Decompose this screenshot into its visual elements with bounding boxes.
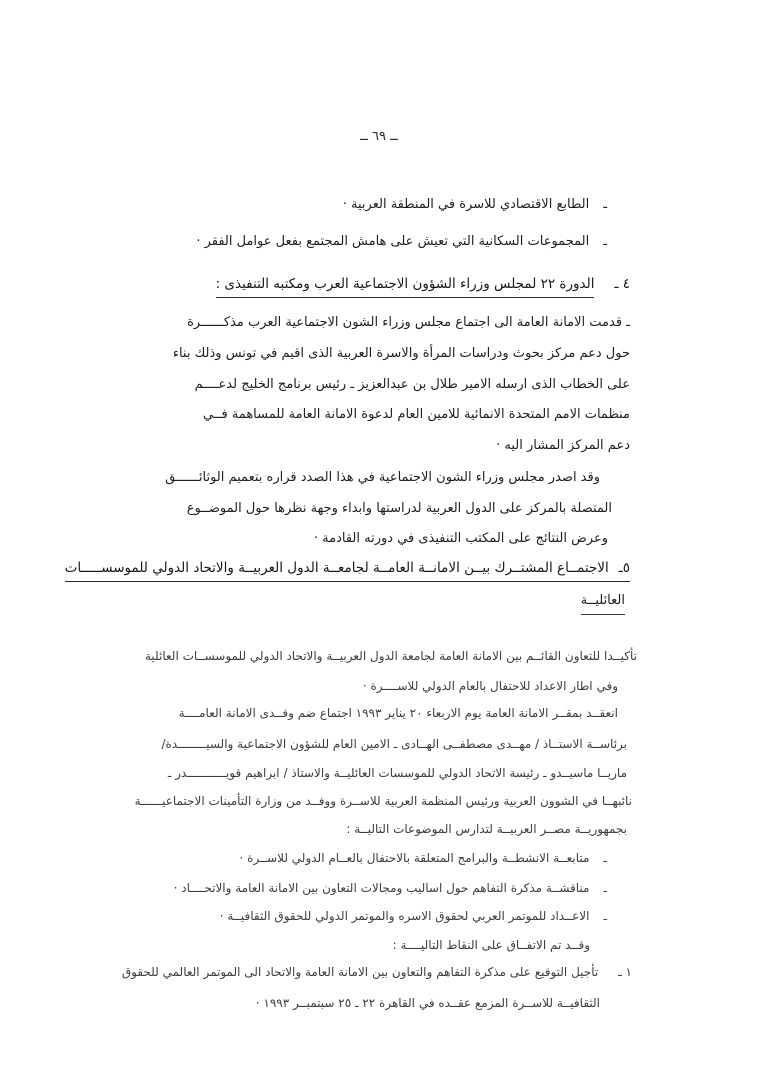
section5-body-line1: تأكيــدا للتعاون القائــم بين الامانة العامة لجامعة الدول العربيــة والاتحاد الدولي للموسســات العائلية	[144, 649, 637, 663]
section5-body-line2: وفي اطار الاعداد للاحتفال بالعام الدولي للاســــرة ·	[362, 679, 618, 693]
section4-heading-text: الدورة ٢٢ لمجلس وزراء الشؤون الاجتماعية العرب ومكتبه التنفيذى :	[216, 276, 595, 298]
dash-marker: ـ	[603, 881, 607, 895]
section5-bullet-2	[174, 881, 607, 895]
section5-body-line5: ماريــا ماسيــدو ـ رئيسة الاتحاد الدولي للموسسات العائليــة والاستاذ / ابراهيم قويـــــــــــدر ـ	[167, 766, 627, 780]
section5-number: ٥ـ	[618, 560, 630, 576]
section5-heading-text: الاجتمــاع المشتــرك بيــن الامانــة العامــة لجامعــة الدول العربيــة والاتحاد الدولي للموسســـــات	[64, 560, 609, 576]
dash-marker: ـ	[603, 909, 607, 923]
section4-number: ٤ ـ	[614, 276, 630, 292]
section4-para1-line4: منظمات الامم المتحدة الانمائية للامين العام لدعوة الامانة العامة للمساهمة فــي	[203, 407, 630, 422]
dash-marker: ـ	[603, 197, 607, 212]
section5-point1-number: ١ ـ	[618, 965, 632, 979]
section5-agreement-intro: وقــد تم الاتفــاق على النقاط التاليــــة :	[392, 938, 590, 952]
section5-point1	[122, 965, 632, 979]
dash-marker: ـ	[603, 851, 607, 865]
section4-heading	[216, 276, 630, 298]
section5-bullet-3-text: الاعــداد للموتمر العربي لحقوق الاسره والموتمر الدولي للحقوق الثقافيــة ·	[219, 909, 590, 923]
page-number: ــ ٦٩ ــ	[360, 129, 398, 144]
dash-marker: ـ	[603, 234, 607, 249]
intro-bullet-2	[196, 234, 607, 249]
section4-para1-line3: على الخطاب الذى ارسله الامير طلال بن عبدالعزيز ـ رئيس برنامج الخليج لدعــــم	[194, 377, 630, 392]
section5-bullet-3	[220, 909, 607, 923]
section4-para2-line3: وعرض النتائج على المكتب التنفيذى في دورته القادمة ·	[313, 531, 608, 546]
section5-body-line3: انعقــد بمقــر الامانة العامة يوم الاربعاء ٢٠ يناير ١٩٩٣ اجتماع ضم وفــدى الامانة العامــــة	[178, 706, 618, 720]
intro-bullet-2-text: المجموعات السكانية التي تعيش على هامش المجتمع بفعل عوامل الفقر ·	[196, 234, 590, 249]
section5-bullet-2-text: مناقشــة مذكرة التفاهم حول اساليب ومجالات التعاون بين الامانة العامة والاتحــــاد ·	[173, 881, 590, 895]
section5-heading	[65, 560, 630, 582]
section4-para2-line1: وقد اصدر مجلس وزراء الشون الاجتماعية في هذا الصدد قراره بتعميم الوثائــــــق	[165, 470, 600, 485]
section5-bullet-1-text: متابعــة الانشطــة والبرامج المتعلقة بالاحتفال بالعــام الدولي للاســرة ·	[239, 851, 590, 865]
section5-bullet-1	[240, 851, 607, 865]
intro-bullet-1	[343, 197, 607, 212]
section5-body-line6: نائبهــا في الشوون العربية ورئيس المنظمة العربية للاســرة ووفــد من وزارة التأمينات الاجتماعيــــــة	[134, 794, 632, 808]
section5-body-line4: برئاســة الاستــاذ / مهــدى مصطفــى الهــادى ـ الامين العام للشؤون الاجتماعية والسيــــــــدة/	[161, 737, 627, 751]
section4-para1-line1: ـ قدمت الامانة العامة الى اجتماع مجلس وزراء الشون الاجتماعية العرب مذكــــــرة	[187, 315, 630, 330]
section5-point1-line1: تأجيل التوقيع على مذكرة التفاهم والتعاون بين الامانة العامة والاتحاد الى الموتمر العالمي للحقوق	[121, 965, 599, 979]
section4-para1-line5: دعم المركز المشار اليه ·	[496, 438, 630, 453]
section5-body-line7: بجمهوريــة مصــر العربيــة لتدارس الموضوعات التاليــة :	[346, 822, 627, 836]
intro-bullet-1-text: الطابع الاقتصادي للاسرة في المنطقة العربية ·	[342, 197, 590, 212]
section5-heading-line1-wrap	[65, 560, 630, 582]
section5-heading-line2: العائليــة	[581, 593, 625, 615]
section4-para1-line2: حول دعم مركز بحوث ودراسات المرأة والاسرة العربية الذى اقيم في تونس وذلك بناء	[172, 346, 630, 361]
section4-para2-line2: المتصلة بالمركز على الدول العربية لدراستها وابداء وجهة نظرها حول الموضــوع	[186, 501, 612, 516]
section5-point1-line2: الثقافيــة للاســرة المزمع عقــده في القاهرة ٢٢ ـ ٢٥ سبتمبــر ١٩٩٣ ·	[255, 996, 600, 1010]
